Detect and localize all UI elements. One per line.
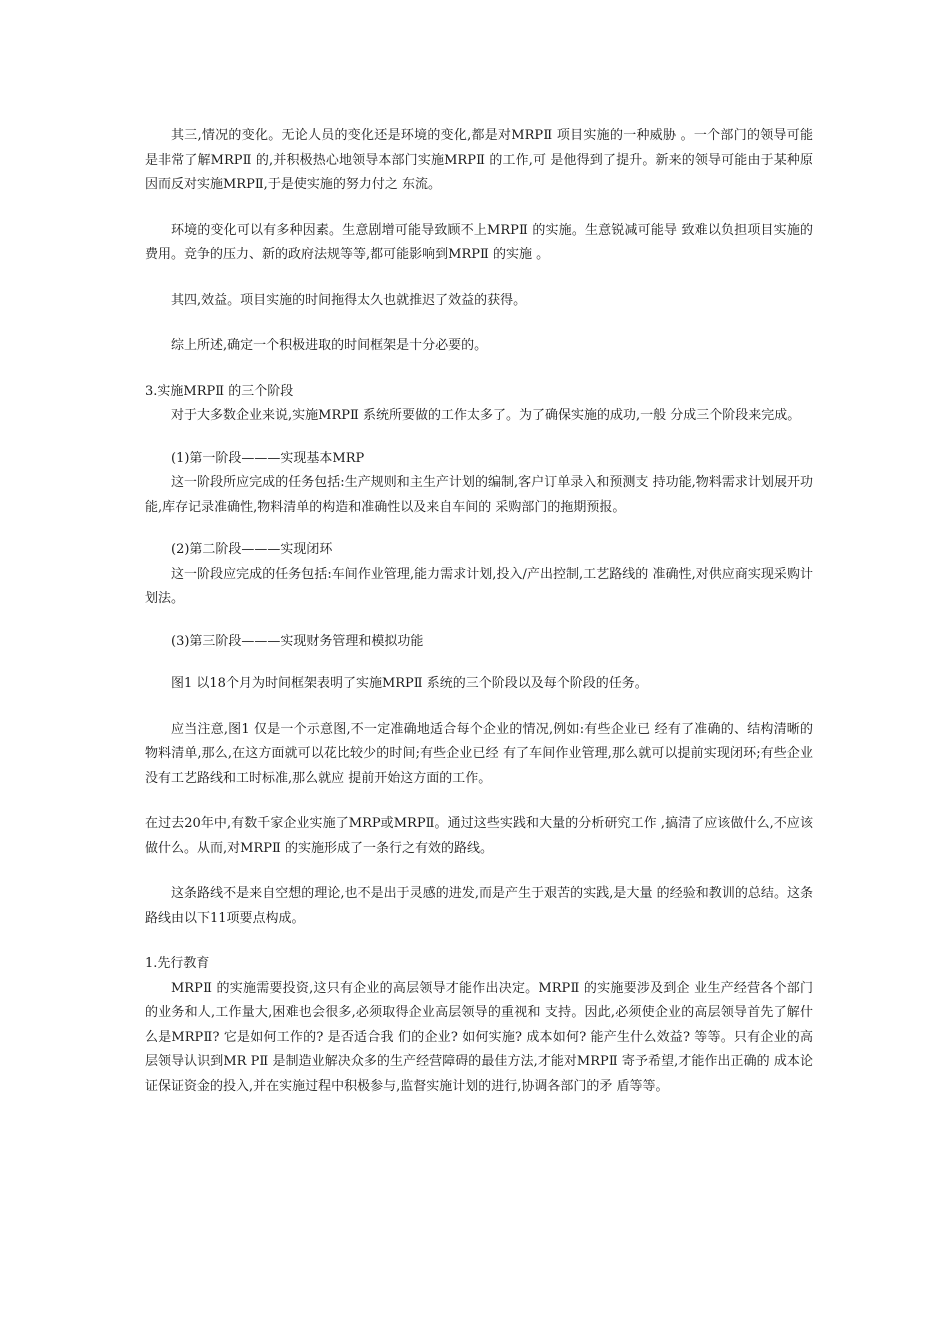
document-page	[145, 124, 813, 1099]
paragraph-benefits: 其四,效益。项目实施的时间拖得太久也就推迟了效益的获得。	[171, 292, 527, 308]
stage-2-heading: (2)第二阶段———实现闭环	[171, 542, 333, 557]
paragraph-route-origin: 这条路线不是来自空想的理论,也不是出于灵感的进发,而是产生于艰苦的实践,是大量 的经验和教训的总结。这条路线由以下11项要点构成。	[145, 886, 813, 926]
paragraph-figure-1-note: 应当注意,图1 仅是一个示意图,不一定准确地适合每个企业的情况,例如:有些企业已 经有了准确的、结构清晰的物料清单,那么,在这方面就可以花比较少的时间;有些企业已经 有了车间作业管理,那么就可以提前实现闭环;有些企业没有工艺路线和工时标准,那么就应 提前开始这方面的工作。	[145, 721, 813, 786]
stage-3-heading: (3)第三阶段———实现财务管理和模拟功能	[171, 633, 424, 649]
section-heading-education: 1.先行教育	[145, 956, 210, 971]
paragraph-situation-change: 其三,情况的变化。无论人员的变化还是环境的变化,都是对MRPⅡ 项目实施的一种威胁 。一个部门的领导可能是非常了解MRPⅡ 的,并积极热心地领导本部门实施MRPⅡ 的工作,可 是他得到了提升。新来的领导可能由于某种原因而反对实施MRPⅡ,于是使实施的努力付之 东流。	[145, 128, 813, 192]
paragraph-three-stages-intro: 对于大多数企业来说,实施MRPⅡ 系统所要做的工作太多了。为了确保实施的成功,一般 分成三个阶段来完成。	[171, 408, 801, 423]
stage-1-heading: (1)第一阶段———实现基本MRP	[171, 450, 365, 466]
paragraph-figure-1-reference: 图1 以18个月为时间框架表明了实施MRPⅡ 系统的三个阶段以及每个阶段的任务。	[171, 676, 648, 691]
paragraph-stage-1: 这一阶段所应完成的任务包括:生产规则和主生产计划的编制,客户订单录入和预测支 持功能,物料需求计划展开功能,库存记录准确性,物料清单的构造和准确性以及来自车间的 采购部门的拖期预报。	[145, 475, 813, 515]
paragraph-environment-change: 环境的变化可以有多种因素。生意剧增可能导致顾不上MRPⅡ 的实施。生意锐减可能导 致难以负担项目实施的费用。竞争的压力、新的政府法规等等,都可能影响到MRPⅡ 的实施 。	[145, 222, 813, 262]
paragraph-stage-2: 这一阶段应完成的任务包括:车间作业管理,能力需求计划,投入/产出控制,工艺路线的 准确性,对供应商实现采购计划法。	[145, 566, 813, 606]
section-heading-three-stages: 3.实施MRPⅡ 的三个阶段	[145, 383, 294, 399]
paragraph-summary: 综上所述,确定一个积极进取的时间框架是十分必要的。	[171, 338, 488, 353]
paragraph-education: MRPⅡ 的实施需要投资,这只有企业的高层领导才能作出决定。MRPⅡ 的实施要涉及到企 业生产经营各个部门的业务和人,工作量大,困难也会很多,必须取得企业高层领导的重视和 支持。因此,必须使企业的高层领导首先了解什么是MRPⅡ? 它是如何工作的? 是否适合我 们的企业? 如何实施? 成本如何? 能产生什么效益? 等等。只有企业的高层领导认识到MR PⅡ 是制造业解决众多的生产经营障碍的最佳方法,才能对MRPⅡ 寄予希望,才能作出正确的 成本论证保证资金的投入,并在实施过程中积极参与,监督实施计划的进行,协调各部门的矛 盾等等。	[145, 980, 813, 1094]
paragraph-past-20-years: 在过去20年中,有数千家企业实施了MRP或MRPⅡ。通过这些实践和大量的分析研究工作 ,搞清了应该做什么,不应该做什么。从而,对MRPⅡ 的实施形成了一条行之有效的路线。	[145, 816, 813, 856]
